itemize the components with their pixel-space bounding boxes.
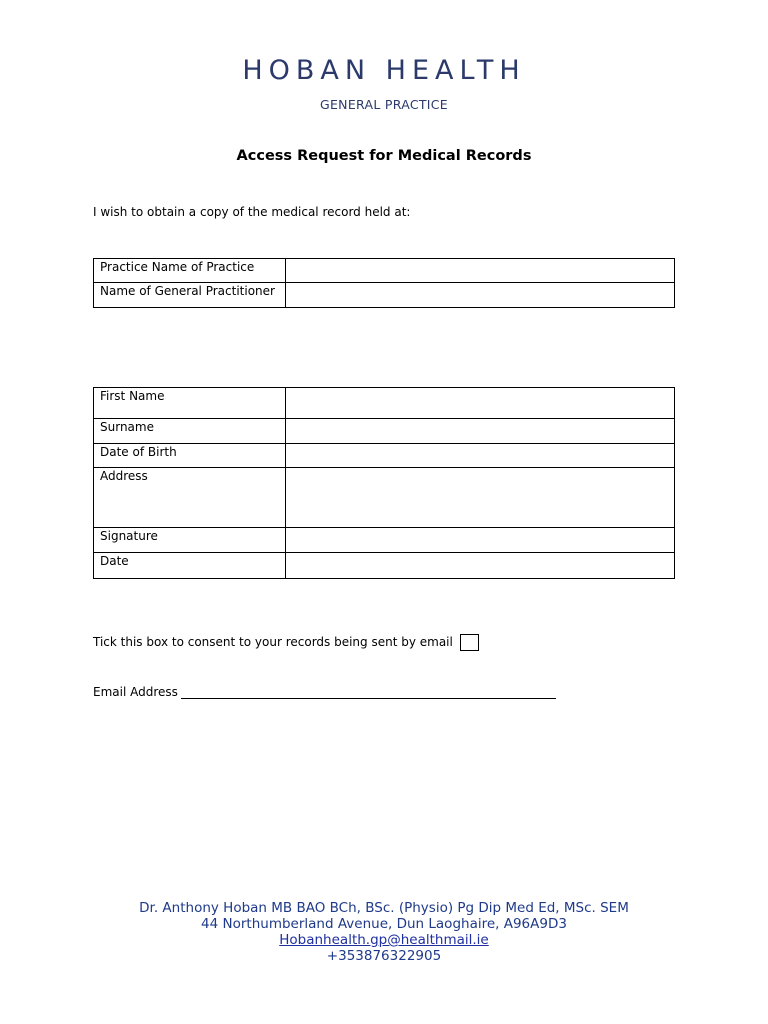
footer bbox=[0, 900, 768, 964]
surname-label: Surname bbox=[94, 419, 286, 444]
gp-name-field[interactable] bbox=[286, 283, 675, 308]
intro-text: I wish to obtain a copy of the medical record held at: bbox=[93, 205, 411, 219]
table-row bbox=[94, 528, 675, 553]
footer-address: 44 Northumberland Avenue, Dun Laoghaire, A96A9D3 bbox=[201, 916, 567, 932]
address-field[interactable] bbox=[286, 468, 675, 528]
date-label: Date bbox=[94, 553, 286, 579]
practice-name-field[interactable] bbox=[286, 259, 675, 283]
consent-checkbox[interactable] bbox=[460, 634, 479, 651]
signature-label: Signature bbox=[94, 528, 286, 553]
first-name-label: First Name bbox=[94, 388, 286, 419]
logo-sub: GENERAL PRACTICE bbox=[319, 97, 449, 112]
table-row bbox=[94, 259, 675, 283]
table-row bbox=[94, 388, 675, 419]
footer-email-link[interactable]: Hobanhealth.gp@healthmail.ie bbox=[279, 932, 489, 948]
consent-label: Tick this box to consent to your records being sent by email bbox=[93, 634, 453, 649]
footer-doctor: Dr. Anthony Hoban MB BAO BCh, BSc. (Physio) Pg Dip Med Ed, MSc. SEM bbox=[139, 900, 629, 916]
logo-main: HOBAN HEALTH bbox=[242, 55, 526, 86]
page-title: Access Request for Medical Records bbox=[236, 148, 532, 164]
date-field[interactable] bbox=[286, 553, 675, 579]
footer-phone: +353876322905 bbox=[326, 948, 442, 964]
email-field[interactable] bbox=[181, 686, 556, 699]
dob-field[interactable] bbox=[286, 444, 675, 468]
patient-table bbox=[93, 387, 675, 579]
table-row bbox=[94, 444, 675, 468]
dob-label: Date of Birth bbox=[94, 444, 286, 468]
practice-table bbox=[93, 258, 675, 308]
first-name-field[interactable] bbox=[286, 388, 675, 419]
gp-name-label: Name of General Practitioner bbox=[94, 283, 286, 308]
address-label: Address bbox=[94, 468, 286, 528]
consent-row bbox=[93, 632, 479, 651]
email-row bbox=[93, 685, 556, 699]
table-row bbox=[94, 553, 675, 579]
signature-field[interactable] bbox=[286, 528, 675, 553]
surname-field[interactable] bbox=[286, 419, 675, 444]
table-row bbox=[94, 283, 675, 308]
practice-name-label: Practice Name of Practice bbox=[94, 259, 286, 283]
table-row bbox=[94, 468, 675, 528]
email-label: Email Address bbox=[93, 685, 178, 699]
table-row bbox=[94, 419, 675, 444]
